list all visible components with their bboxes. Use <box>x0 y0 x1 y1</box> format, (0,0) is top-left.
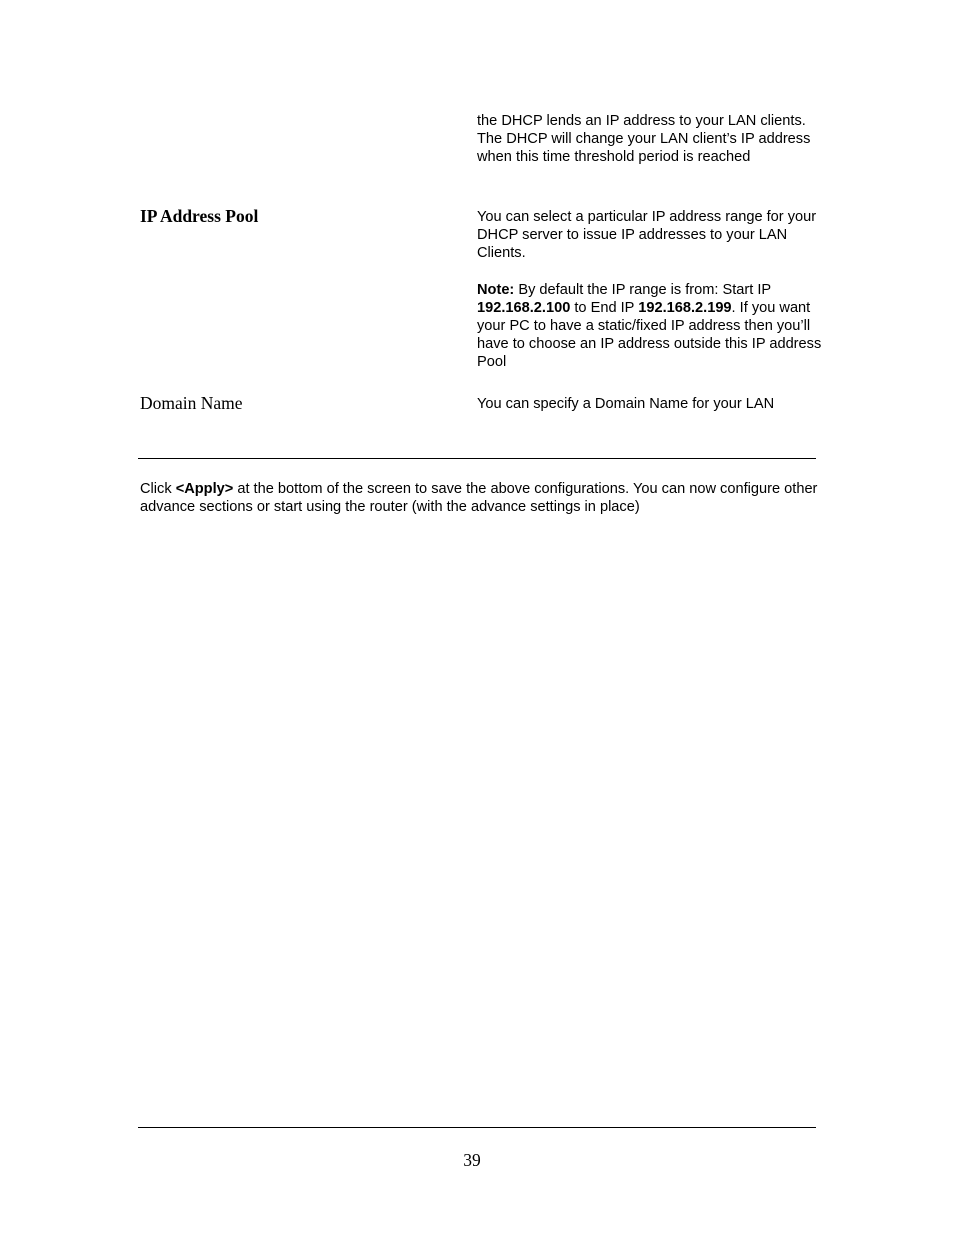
note-label: Note: <box>477 282 515 298</box>
domain-name-label: Domain Name <box>140 393 243 413</box>
instruction-text: Click <box>140 481 176 497</box>
note-text: to End IP <box>570 300 639 316</box>
lease-time-description: the DHCP lends an IP address to your LAN clients. The DHCP will change your LAN client’s IP address when this time threshold period is reached <box>477 113 811 165</box>
ip-address-pool-note <box>477 281 822 371</box>
apply-keyword: <Apply> <box>175 481 234 497</box>
note-text: . If you want your PC to have a static/fixed IP address then you’ll have to choose an IP address outside this IP address Pool <box>477 300 822 370</box>
apply-instruction <box>140 480 820 516</box>
note-text: By default the IP range is from: Start IP <box>514 282 771 298</box>
end-ip: 192.168.2.199 <box>638 300 732 316</box>
footer-divider <box>138 1127 816 1128</box>
table-divider <box>138 458 816 459</box>
domain-name-description: You can specify a Domain Name for your LAN <box>477 396 775 412</box>
page-number: 39 <box>463 1150 481 1170</box>
instruction-text: at the bottom of the screen to save the above configurations. You can now configure other advance sections or start using the router (with the advance settings in place) <box>140 481 818 515</box>
start-ip: 192.168.2.100 <box>477 300 571 316</box>
ip-address-pool-label: IP Address Pool <box>140 206 259 226</box>
ip-address-pool-description: You can select a particular IP address range for your DHCP server to issue IP addresses to your LAN Clients. <box>477 209 817 261</box>
